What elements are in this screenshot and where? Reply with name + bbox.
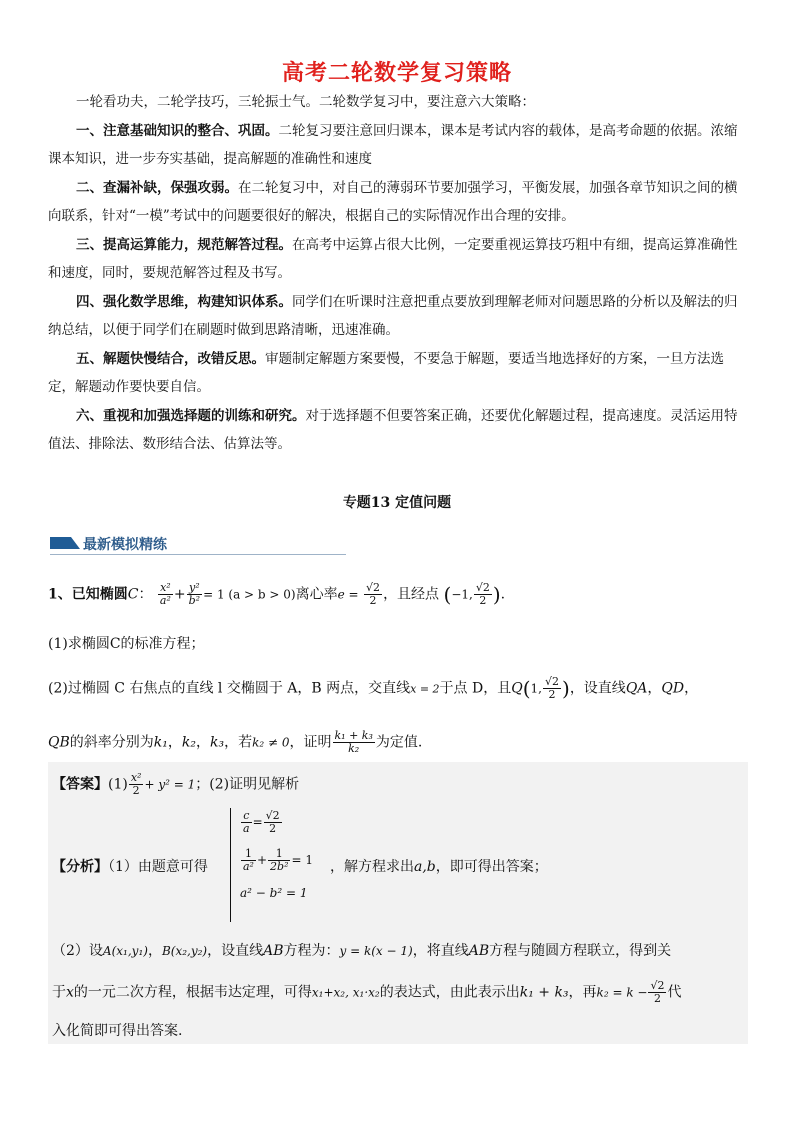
system-row-1: $\frac{c}{a}$ = $\frac{√2}{2}$ — [243, 809, 280, 835]
analysis-line-1: 【分析】（1）由题意可得 — [52, 859, 208, 875]
fraction: $\frac{1}{\text{a²}}$ — [243, 847, 254, 873]
analysis-line-2: （2）设A(x₁,y₁)，B(x₂,y₂)，设直线AB方程为：y = k(x − 1)，将直线AB方程与随圆方程联立，得到关 — [52, 943, 672, 959]
analysis-line-4: 入化简即可得出答案. — [52, 1023, 183, 1039]
fraction: $\frac{√2}{2}$ — [475, 581, 490, 607]
fraction: $\frac{\text{k₁ + k₃}}{\text{k₂}}$ — [334, 729, 373, 755]
analysis-line-1-cont: ，解方程求出a,b，即可得出答案； — [330, 859, 548, 875]
fraction: $\frac{\text{y²}}{\text{b²}}$ — [188, 581, 201, 607]
analysis-line-3: 于x的一元二次方程，根据韦达定理，可得x₁+x₂, x₁·x₂的表达式，由此表示出k₁ + k₃，再k₂ = k − $\frac{√2}{2}$ 代 — [52, 979, 682, 1005]
question-1-part-2: (2)过椭圆 C 右焦点的直线 l 交椭圆于 A，B 两点，交直线x = 2于点 D，且Q(1, $\frac{√2}{2}$ )，设直线QA，QD， — [48, 675, 699, 701]
page-title: 高考二轮数学复习策略 — [281, 61, 512, 86]
intro-paragraph: 五、解题快慢结合，改错反思。审题制定解题方案要慢，不要急于解题，要适当地选择好的方案，一旦方法选定，解题动作要快要自信。 — [48, 350, 724, 395]
section-label: 最新模拟精练 — [83, 537, 167, 553]
section-header — [50, 534, 346, 555]
section-tab-shape — [50, 537, 80, 549]
fraction: $\frac{√2}{2}$ — [544, 675, 559, 701]
intro-paragraph: 二、查漏补缺，保强攻弱。在二轮复习中，对自己的薄弱环节要加强学习，平衡发展，加强各章节知识之间的横向联系，针对“一模”考试中的问题要很好的解决，根据自己的实际情况作出合理的安排。 — [48, 179, 738, 224]
fraction: $\frac{√2}{2}$ — [265, 809, 280, 835]
system-row-2: $\frac{1}{\text{a²}}$ + $\frac{1}{\text{2b²}}$ = 1 — [243, 847, 313, 873]
intro-paragraph: 六、重视和加强选择题的训练和研究。对于选择题不但要答案正确，还要优化解题过程，提高速度。灵活运用特值法、排除法、数形结合法、估算法等。 — [48, 407, 738, 452]
intro-paragraph: 一轮看功夫，二轮学技巧，三轮振士气。二轮数学复习中，要注意六大策略： — [76, 94, 535, 110]
fraction: $\frac{\text{x²}}{2}$ — [130, 771, 142, 797]
answer-line: 【答案】(1) $\frac{\text{x²}}{2}$ + y² = 1；(2)证明见解析 — [52, 771, 300, 797]
question-1-stem: 1、已知椭圆C： $\frac{\text{x²}}{\text{a²}}$ + $\frac{\text{y²}}{\text{b²}}$ = 1 (a > b > 0)离心率e = $\frac{√2}{2}$ ，且经点 (−1, $\frac{√2}{2}$ ). — [48, 581, 506, 607]
fraction: $\frac{√2}{2}$ — [366, 581, 381, 607]
fraction: $\frac{1}{\text{2b²}}$ — [270, 847, 289, 873]
question-1-part-1: (1)求椭圆C的标准方程； — [48, 636, 205, 652]
intro-paragraph: 四、强化数学思维，构建知识体系。同学们在听课时注意把重点要放到理解老师对问题思路的分析以及解法的归纳总结，以便于同学们在刷题时做到思路清晰，迅速准确。 — [48, 293, 738, 338]
topic-heading: 专题13 定值问题 — [342, 495, 452, 511]
fraction: $\frac{c}{a}$ — [243, 809, 250, 835]
question-1-part-2-cont: QB的斜率分别为k₁，k₂，k₃，若k₂ ≠ 0，证明 $\frac{\text{k₁ + k₃}}{\text{k₂}}$ 为定值. — [48, 729, 423, 755]
intro-block — [48, 88, 748, 459]
intro-paragraph: 一、注意基础知识的整合、巩固。二轮复习要注意回归课本，课本是考试内容的载体，是高考命题的依据。浓缩课本知识，进一步夯实基础，提高解题的准确性和速度 — [48, 122, 738, 167]
fraction: $\frac{√2}{2}$ — [650, 979, 665, 1005]
intro-paragraph: 三、提高运算能力，规范解答过程。在高考中运算占很大比例，一定要重视运算技巧粗中有细，提高运算准确性和速度，同时，要规范解答过程及书写。 — [48, 236, 738, 281]
system-row-3: a² − b² = 1 — [240, 886, 308, 900]
fraction: $\frac{\text{x²}}{\text{a²}}$ — [159, 581, 171, 607]
